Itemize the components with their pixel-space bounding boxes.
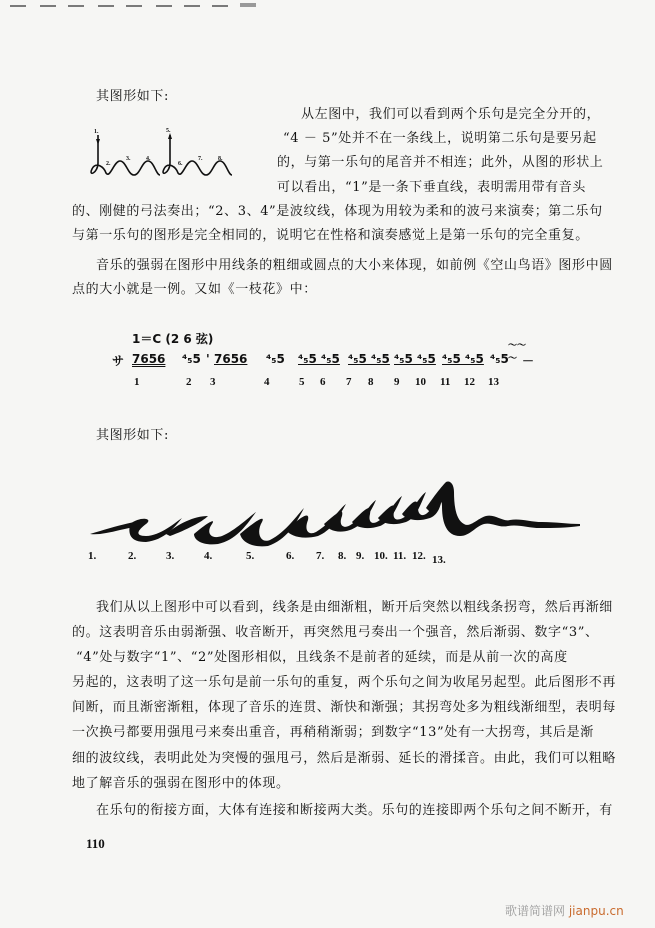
watermark-cn: 歌谱简谱网 xyxy=(505,904,566,918)
figure-number: 10. xyxy=(374,550,388,562)
figure-number: 8. xyxy=(338,550,347,562)
svg-text:3.: 3. xyxy=(126,156,131,162)
figure-number: 4. xyxy=(204,550,213,562)
note-group: ⁴₅5 ⁴₅5 xyxy=(348,352,390,366)
figure-number: 6. xyxy=(286,550,295,562)
figure-heading-2: 其图形如下: xyxy=(96,428,169,443)
paragraph-line: 从左图中，我们可以看到两个乐句是完全分开的， xyxy=(301,107,601,122)
position-number: 4 xyxy=(264,376,270,388)
free-tempo-mark: サ xyxy=(112,354,125,368)
sustain-dash: － xyxy=(522,354,535,368)
paragraph-line: 的，与第一乐句的尾音并不相连；此外，从图的形状上 xyxy=(277,155,604,170)
paragraph-line: 与第一乐句的图形是完全相同的，说明它在性格和演奏感觉上是第一乐句的完全重复。 xyxy=(72,228,589,243)
position-number: 11 xyxy=(440,376,451,388)
paragraph-line: 的。这表明音乐由弱渐强、收音断开，再突然甩弓奏出一个强音，然后渐弱、数字“3”、 xyxy=(72,625,599,640)
position-number: 9 xyxy=(394,376,400,388)
position-number: 7 xyxy=(346,376,352,388)
svg-text:1.: 1. xyxy=(94,129,99,135)
paragraph-line: “4 － 5”处并不在一条线上，说明第二乐句是要另起 xyxy=(283,131,597,146)
figure-number: 1. xyxy=(88,550,97,562)
note-group: ⁴₅5 ⁴₅5 xyxy=(298,352,340,366)
position-number: 6 xyxy=(320,376,326,388)
phrase-shape-diagram xyxy=(90,125,240,180)
position-number: 12 xyxy=(464,376,475,388)
jianpu-notation xyxy=(110,330,535,390)
site-watermark xyxy=(505,902,624,919)
note-group: 7656 xyxy=(214,352,248,366)
position-number: 2 xyxy=(186,376,192,388)
note-group: ⁴₅5 ⁴₅5 xyxy=(442,352,484,366)
paragraph-line: 点的大小就是一例。又如《一枝花》中： xyxy=(72,282,317,297)
watermark-en: jianpu.cn xyxy=(568,904,624,918)
key-signature: 1＝C (2 6 弦) xyxy=(132,332,214,346)
figure-number: 11. xyxy=(393,550,407,562)
wave-line-figure xyxy=(90,125,240,180)
dynamics-brush-figure xyxy=(90,478,580,568)
position-number: 3 xyxy=(210,376,216,388)
position-number: 13 xyxy=(488,376,499,388)
position-number: 5 xyxy=(299,376,305,388)
paragraph-line: 我们从以上图形中可以看到，线条是由细渐粗，断开后突然以粗线条拐弯，然后再渐细 xyxy=(96,600,613,615)
svg-text:7.: 7. xyxy=(198,156,203,162)
figure-number: 13. xyxy=(432,554,446,566)
paragraph-line: 另起的，这表明了这一乐句是前一乐句的重复，两个乐句之间为收尾另起型。此后图形不再 xyxy=(72,675,617,690)
position-number: 1 xyxy=(134,376,140,388)
svg-text:5.: 5. xyxy=(166,128,171,134)
svg-text:2.: 2. xyxy=(106,161,111,167)
position-number: 8 xyxy=(368,376,374,388)
trill-mark: ～～～ xyxy=(508,341,527,364)
figure-number: 2. xyxy=(128,550,137,562)
paragraph-line: 可以看出，“1”是一条下垂直线，表明需用带有音头 xyxy=(277,180,586,195)
paragraph-line: 的、刚健的弓法奏出；“2、3、4”是波纹线，体现为用较为柔和的波弓来演奏；第二乐句 xyxy=(72,204,603,219)
breath-mark: ' xyxy=(206,352,210,366)
page-number: 110 xyxy=(86,836,105,851)
position-number: 10 xyxy=(415,376,426,388)
paragraph-line: 音乐的强弱在图形中用线条的粗细或圆点的大小来体现，如前例《空山鸟语》图形中圆 xyxy=(96,258,613,273)
paragraph-line: 间断，而且渐密渐粗，体现了音乐的连贯、渐快和渐强；其拐弯处多为粗线渐细型，表明每 xyxy=(72,700,617,715)
note-group: ⁴₅5 xyxy=(490,352,509,366)
note-group: ⁴₅5 xyxy=(182,352,201,366)
scan-edge-marks xyxy=(10,2,260,10)
svg-text:4.: 4. xyxy=(146,156,151,162)
figure-number: 9. xyxy=(356,550,365,562)
brush-stroke-figure xyxy=(90,478,580,548)
figure-number: 7. xyxy=(316,550,325,562)
figure-heading-1: 其图形如下: xyxy=(96,89,169,104)
svg-text:6.: 6. xyxy=(178,161,183,167)
figure-number: 12. xyxy=(412,550,426,562)
figure-number: 3. xyxy=(166,550,175,562)
note-group: ⁴₅5 ⁴₅5 xyxy=(394,352,436,366)
note-group: ⁴₅5 xyxy=(266,352,285,366)
svg-text:8.: 8. xyxy=(218,156,223,162)
note-group: 7656 xyxy=(132,352,166,366)
paragraph-line: 地了解音乐的强弱在图形中的体现。 xyxy=(72,776,290,791)
figure-number: 5. xyxy=(246,550,255,562)
paragraph-line: “4”处与数字“1”、“2”处图形相似，且线条不是前者的延续，而是从前一次的高度 xyxy=(76,650,568,665)
paragraph-line: 在乐句的衔接方面，大体有连接和断接两大类。乐句的连接即两个乐句之间不断开，有 xyxy=(96,803,613,818)
paragraph-line: 一次换弓都要用强甩弓来奏出重音，再稍稍渐弱；到数字“13”处有一大拐弯，其后是渐 xyxy=(72,725,594,740)
paragraph-line: 细的波纹线，表明此处为突慢的强甩弓，然后是渐弱、延长的滑揉音。由此，我们可以粗略 xyxy=(72,751,617,766)
